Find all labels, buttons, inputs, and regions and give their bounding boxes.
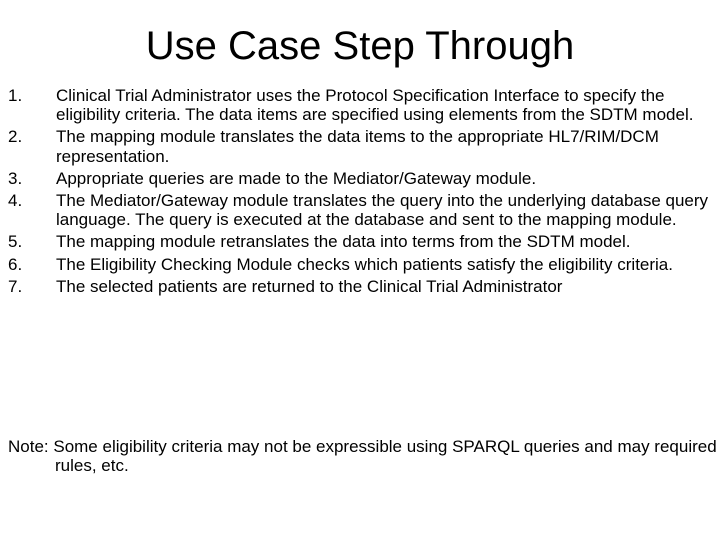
list-item bbox=[8, 191, 714, 229]
step-text: The Mediator/Gateway module translates the query into the underlying database query language. The query is executed at the database and sent to the mapping module. bbox=[56, 191, 709, 230]
list-item bbox=[8, 169, 714, 188]
step-number: 3. bbox=[8, 168, 23, 188]
list-item bbox=[8, 127, 714, 165]
list-item bbox=[8, 277, 714, 296]
step-text: The selected patients are returned to the Clinical Trial Administrator bbox=[56, 276, 563, 296]
step-text: The mapping module retranslates the data into terms from the SDTM model. bbox=[56, 232, 631, 252]
step-number: 1. bbox=[8, 86, 23, 105]
list-item bbox=[8, 232, 714, 251]
step-number: 4. bbox=[8, 191, 23, 211]
list-item bbox=[8, 86, 714, 124]
list-item bbox=[8, 255, 714, 274]
slide-title: Use Case Step Through bbox=[145, 24, 575, 68]
step-number: 7. bbox=[8, 276, 23, 296]
note-text: Note: Some eligibility criteria may not be expressible using SPARQL queries and may required rules, etc. bbox=[8, 437, 717, 476]
step-number: 2. bbox=[8, 127, 23, 147]
step-text: Clinical Trial Administrator uses the Protocol Specification Interface to specify the eligibility criteria. The data items are specified using elements from the SDTM model. bbox=[56, 86, 694, 125]
step-number: 5. bbox=[8, 232, 23, 252]
step-number: 6. bbox=[8, 254, 23, 274]
step-text: Appropriate queries are made to the Mediator/Gateway module. bbox=[56, 168, 537, 188]
step-text: The Eligibility Checking Module checks which patients satisfy the eligibility criteria. bbox=[56, 254, 673, 274]
step-text: The mapping module translates the data items to the appropriate HL7/RIM/DCM representation. bbox=[56, 127, 659, 166]
steps-list bbox=[8, 86, 714, 299]
